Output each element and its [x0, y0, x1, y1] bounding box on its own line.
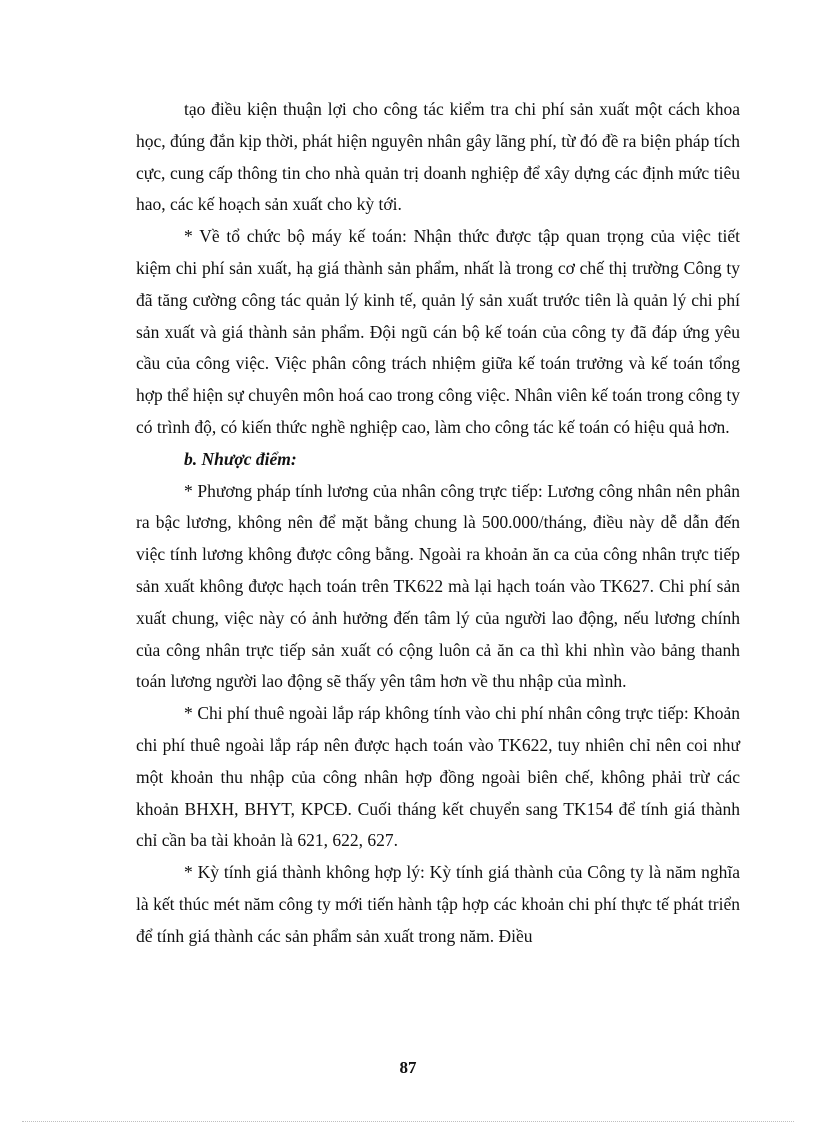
- section-heading-weaknesses: b. Nhược điểm:: [184, 448, 297, 469]
- paragraph-wage-method: * Phương pháp tính lương của nhân công trực tiếp: Lương công nhân nên phân ra bậc lương, không nên để mặt bằng chung là 500.000/tháng, điều này dễ dẫn đến việc tính lương không được công bằng. Ngoài ra khoản ăn ca của công nhân trực tiếp sản xuất không được hạch toán trên TK622 mà lại hạch toán vào TK627. Chi phí sản xuất chung, việc này có ảnh hưởng đến tâm lý của người lao động, nếu lương chính của công nhân trực tiếp sản xuất có cộng luôn cả ăn ca thì khi nhìn vào bảng thanh toán lương người lao động sẽ thấy yên tâm hơn về thu nhập của mình.: [136, 480, 740, 692]
- paragraph-cost-control: tạo điều kiện thuận lợi cho công tác kiểm tra chi phí sản xuất một cách khoa học, đúng đắn kịp thời, phát hiện nguyên nhân gây lãng phí, từ đó đề ra biện pháp tích cực, cung cấp thông tin cho nhà quản trị doanh nghiệp để xây dựng các định mức tiêu hao, các kế hoạch sản xuất cho kỳ tới.: [136, 99, 740, 215]
- page-number: 87: [399, 1058, 417, 1077]
- paragraph-accounting-organization: * Về tổ chức bộ máy kế toán: Nhận thức được tập quan trọng của việc tiết kiệm chi phí sản xuất, hạ giá thành sản phẩm, nhất là trong cơ chế thị trường Công ty đã tăng cường công tác quản lý kinh tế, quản lý sản xuất trước tiên là quản lý chi phí sản xuất và giá thành sản phẩm. Đội ngũ cán bộ kế toán của công ty đã đáp ứng yêu cầu của công việc. Việc phân công trách nhiệm giữa kế toán trưởng và kế toán tổng hợp thể hiện sự chuyên môn hoá cao trong công việc. Nhân viên kế toán trong công ty có trình độ, có kiến thức nghề nghiệp cao, làm cho công tác kế toán có hiệu quả hơn.: [136, 226, 740, 437]
- paragraph-costing-period: * Kỳ tính giá thành không hợp lý: Kỳ tính giá thành của Công ty là năm nghĩa là kết thúc mét năm công ty mới tiến hành tập hợp các khoản chi phí thực tế phát triển để tính giá thành các sản phẩm sản xuất trong năm. Điều: [136, 862, 740, 946]
- paragraph-outsourced-assembly: * Chi phí thuê ngoài lắp ráp không tính vào chi phí nhân công trực tiếp: Khoản chi phí thuê ngoài lắp ráp nên được hạch toán vào TK622, tuy nhiên chỉ nên coi như một khoản thu nhập của công nhân hợp đồng ngoài biên chế, không phải trừ các khoản BHXH, BHYT, KPCĐ. Cuối tháng kết chuyển sang TK154 để tính giá thành chỉ cần ba tài khoản là 621, 622, 627.: [136, 703, 740, 851]
- page-bottom-divider: [22, 1121, 794, 1122]
- body-text: [136, 94, 740, 953]
